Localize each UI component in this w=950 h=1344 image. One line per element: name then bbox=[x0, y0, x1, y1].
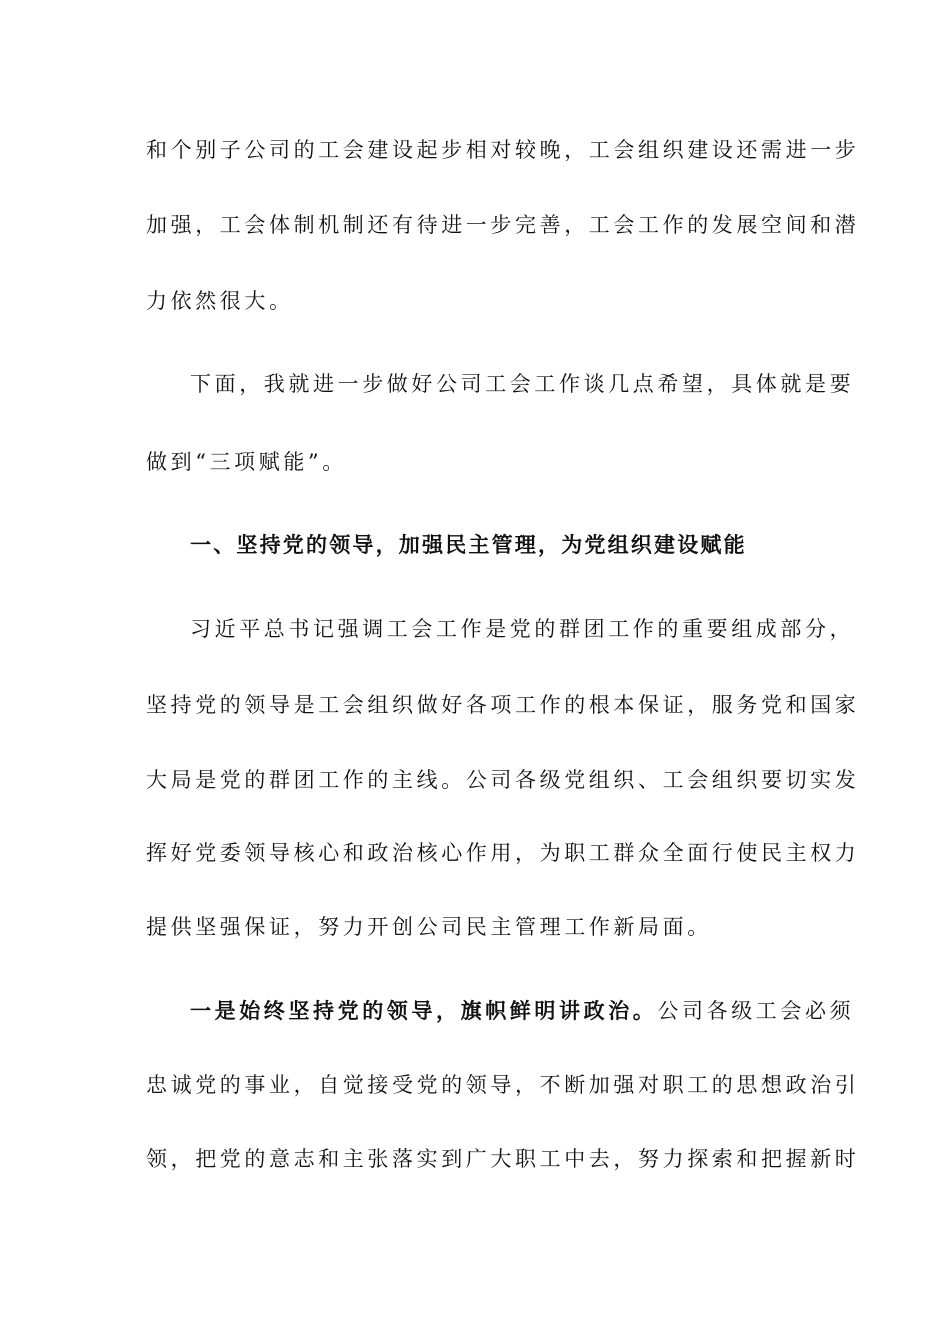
paragraph-1-line-2: 加强，工会体制机制还有待进一步完善，工会工作的发展空间和潜 bbox=[146, 213, 860, 237]
section-heading-1: 一、坚持党的领导，加强民主管理，为党组织建设赋能 bbox=[190, 532, 747, 557]
paragraph-3-line-3: 大局是党的群团工作的主线。公司各级党组织、工会组织要切实发 bbox=[146, 768, 860, 792]
paragraph-2-line-1: 下面，我就进一步做好公司工会工作谈几点希望，具体就是要 bbox=[190, 372, 855, 396]
paragraph-3-line-2: 坚持党的领导是工会组织做好各项工作的根本保证，服务党和国家 bbox=[146, 693, 860, 717]
paragraph-3-line-4: 挥好党委领导核心和政治核心作用，为职工群众全面行使民主权力 bbox=[146, 841, 860, 865]
paragraph-3-line-1: 习近平总书记强调工会工作是党的群团工作的重要组成部分， bbox=[190, 617, 855, 641]
paragraph-4-lead-rest: 公司各级工会必须 bbox=[657, 999, 855, 1023]
paragraph-1-line-1: 和个别子公司的工会建设起步相对较晚，工会组织建设还需进一步 bbox=[146, 138, 860, 162]
paragraph-4-line-2: 忠诚党的事业，自觉接受党的领导，不断加强对职工的思想政治引 bbox=[146, 1073, 860, 1097]
paragraph-4-line-3: 领，把党的意志和主张落实到广大职工中去，努力探索和把握新时 bbox=[146, 1147, 860, 1171]
paragraph-4-line-1 bbox=[190, 994, 855, 1028]
paragraph-4-lead-bold: 一是始终坚持党的领导，旗帜鲜明讲政治。 bbox=[190, 998, 658, 1023]
paragraph-3-line-5: 提供坚强保证，努力开创公司民主管理工作新局面。 bbox=[146, 915, 712, 939]
paragraph-2-line-2: 做到“三项赋能”。 bbox=[146, 450, 347, 474]
paragraph-1-line-3: 力依然很大。 bbox=[146, 289, 294, 313]
